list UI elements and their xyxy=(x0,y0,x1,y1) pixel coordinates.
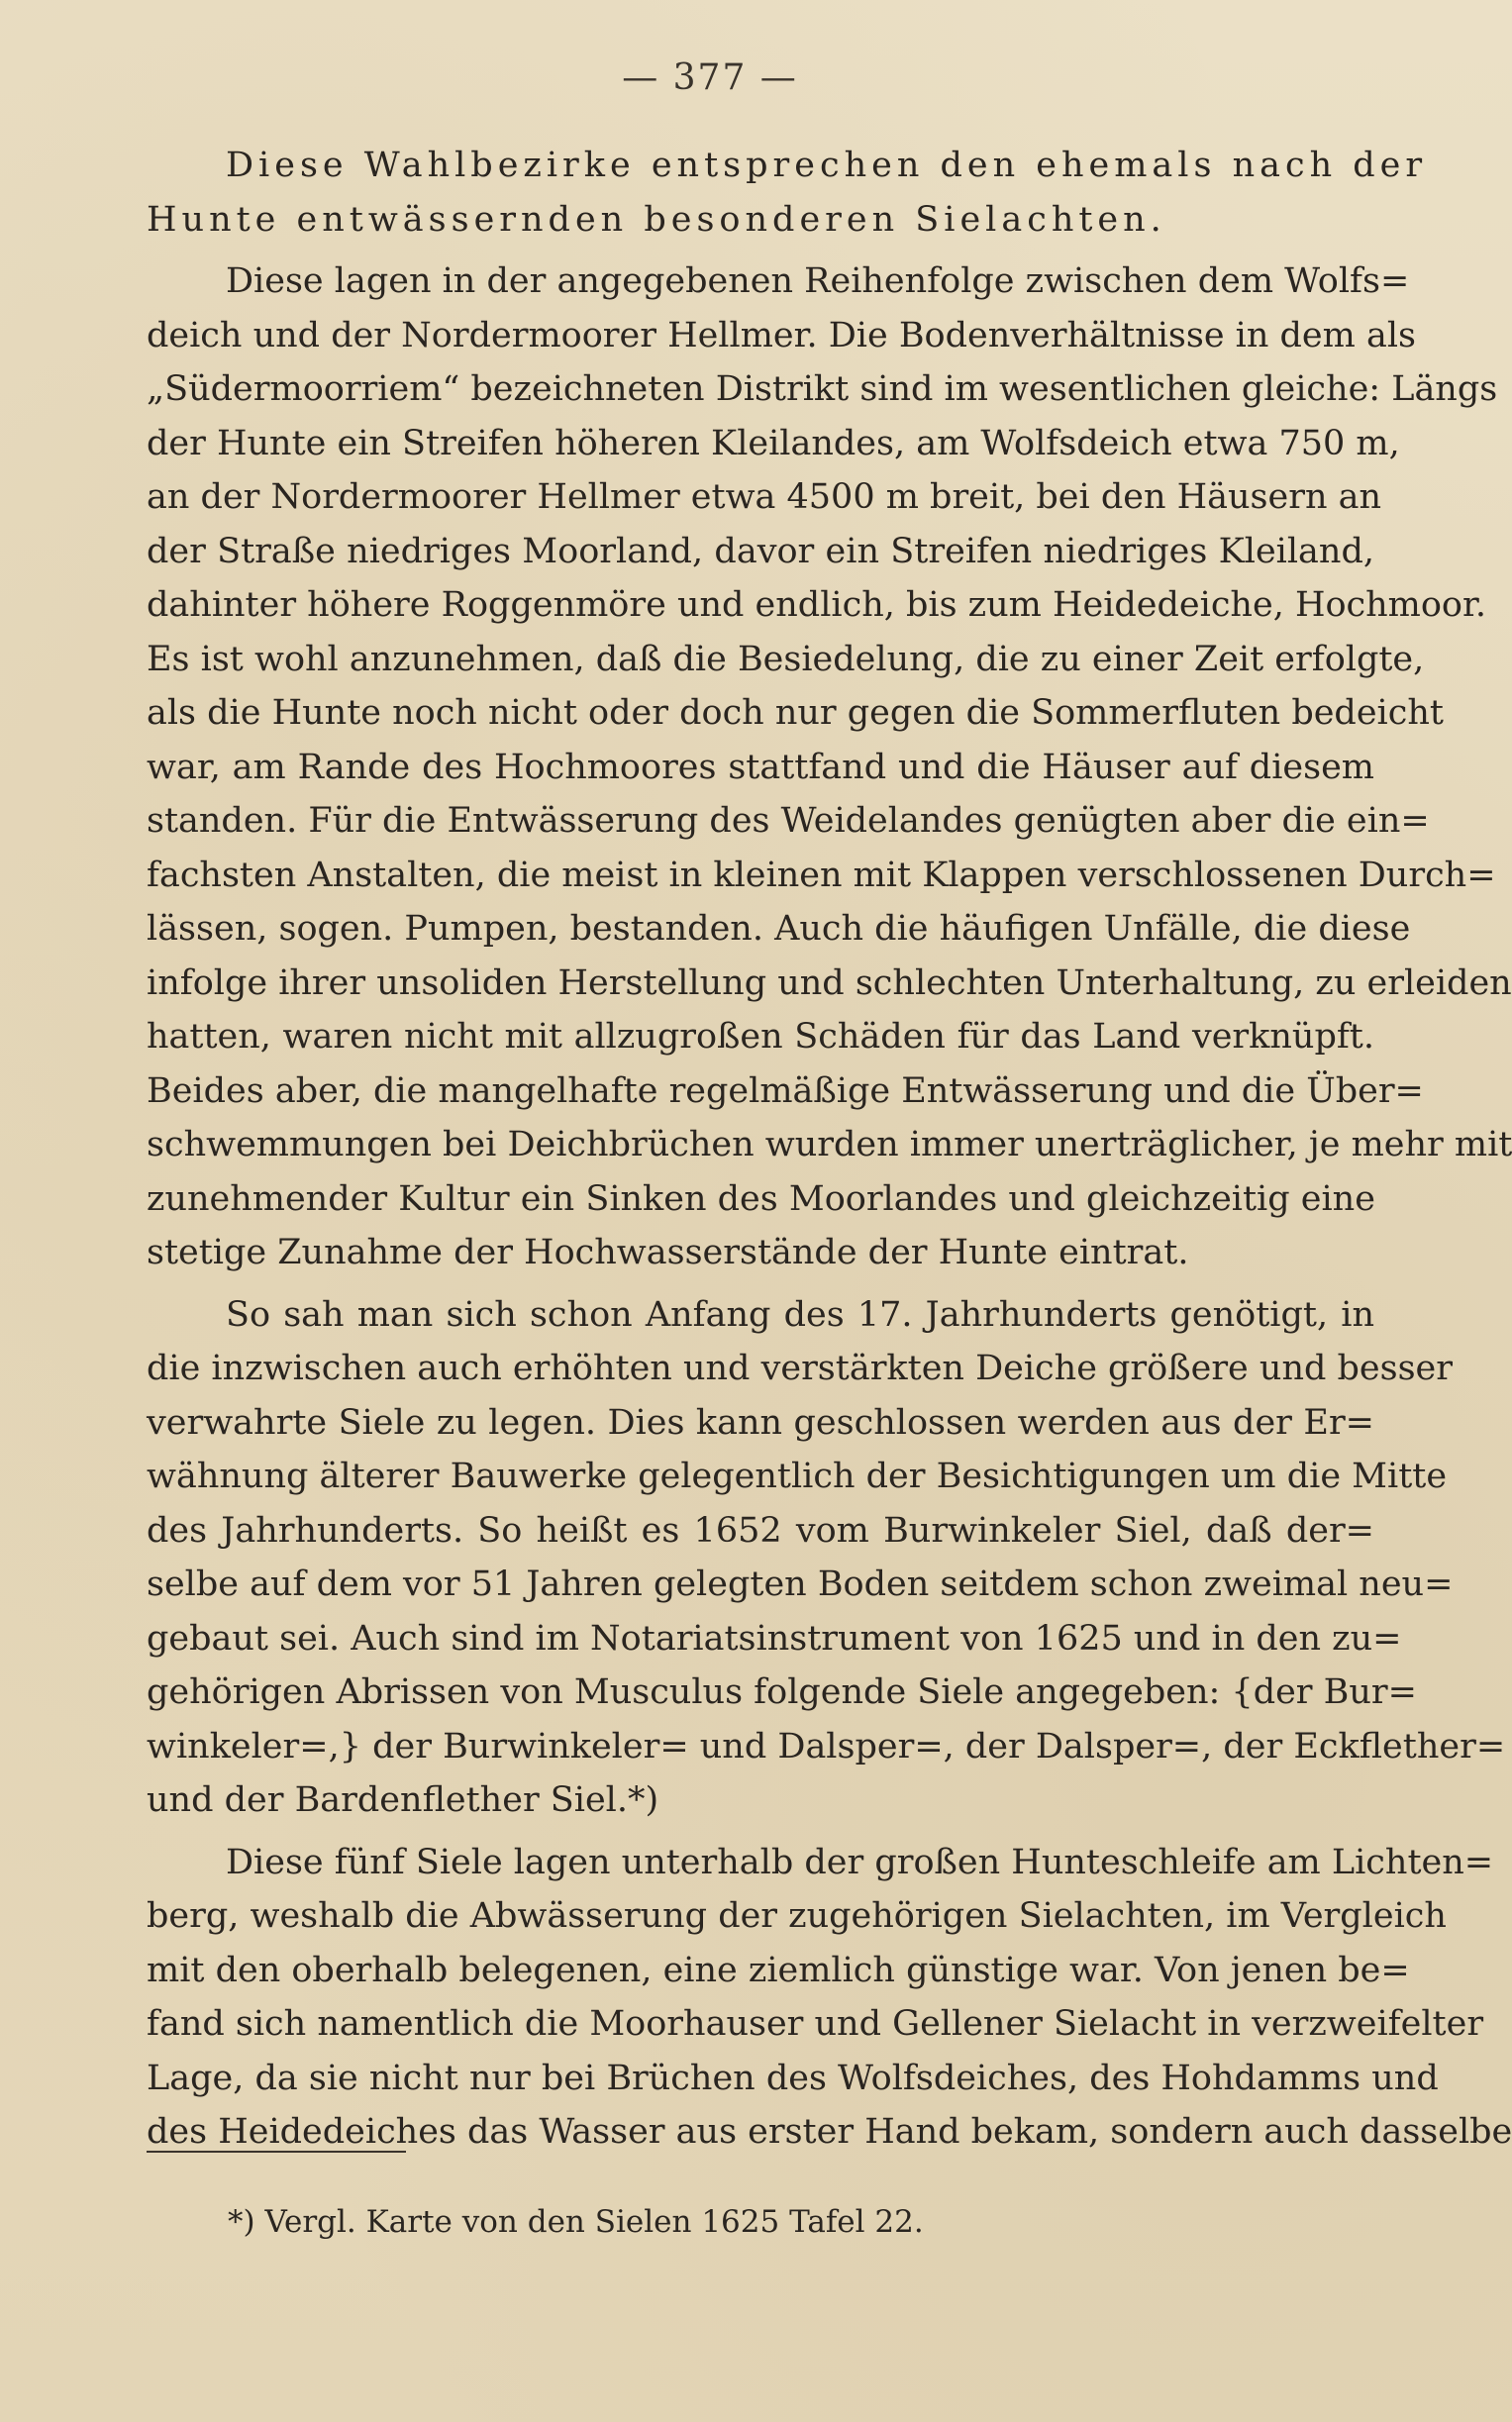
text-line: gehörigen Abrissen von Musculus folgende Siele angegeben: {der Bur= xyxy=(147,1672,1417,1712)
text-line: selbe auf dem vor 51 Jahren gelegten Boden seitdem schon zweimal neu= xyxy=(147,1564,1454,1604)
text-line: Es ist wohl anzunehmen, daß die Besiedelung, die zu einer Zeit erfolgte, xyxy=(147,639,1425,679)
text-line: Hunte entwässernden besonderen Sielachten. xyxy=(147,199,1166,240)
paragraph-gap xyxy=(147,247,1374,254)
text-line: als die Hunte noch nicht oder doch nur gegen die Sommerfluten bedeicht xyxy=(147,693,1444,733)
text-line: war, am Rande des Hochmoores stattfand und die Häuser auf diesem xyxy=(147,747,1374,787)
text-line: schwemmungen bei Deichbrüchen wurden immer unerträglicher, je mehr mit xyxy=(147,1125,1512,1164)
text-line: Diese Wahlbezirke entsprechen den ehemals nach der xyxy=(226,146,1428,185)
text-line: des Heidedeiches das Wasser aus erster Hand bekam, sondern auch dasselbe xyxy=(147,2112,1512,2152)
text-line: So sah man sich schon Anfang des 17. Jahrhunderts genötigt, in xyxy=(226,1294,1374,1335)
text-line: deich und der Nordermoorer Hellmer. Die Bodenverhältnisse in dem als xyxy=(147,315,1416,355)
text-line: standen. Für die Entwässerung des Weidelandes genügten aber die ein= xyxy=(147,801,1430,841)
text-line: verwahrte Siele zu legen. Dies kann geschlossen werden aus der Er= xyxy=(147,1402,1374,1443)
text-line: infolge ihrer unsoliden Herstellung und schlechten Unterhaltung, zu erleiden xyxy=(147,962,1512,1003)
text-line: und der Bardenflether Siel.*) xyxy=(147,1780,659,1820)
text-line: Beides aber, die mangelhafte regelmäßige Entwässerung und die Über= xyxy=(147,1070,1424,1111)
text-line: Diese lagen in der angegebenen Reihenfolge zwischen dem Wolfs= xyxy=(226,261,1410,301)
paragraph-gap xyxy=(147,1828,1374,1836)
text-line: hatten, waren nicht mit allzugroßen Schäden für das Land verknüpft. xyxy=(147,1017,1374,1057)
text-line: stetige Zunahme der Hochwasserstände der Hunte eintrat. xyxy=(147,1233,1189,1272)
text-line: Diese fünf Siele lagen unterhalb der großen Hunteschleife am Lichten= xyxy=(226,1842,1494,1882)
text-line: lässen, sogen. Pumpen, bestanden. Auch die häufigen Unfälle, die diese xyxy=(147,909,1411,949)
text-line: zunehmender Kultur ein Sinken des Moorlandes und gleichzeitig eine xyxy=(147,1178,1375,1219)
text-line: fand sich namentlich die Moorhauser und Gellener Sielacht in verzweifelter xyxy=(147,2004,1484,2044)
text-line: des Jahrhunderts. So heißt es 1652 vom Burwinkeler Siel, daß der= xyxy=(147,1510,1374,1551)
body-text xyxy=(147,139,1512,2160)
text-line: der Straße niedriges Moorland, davor ein Streifen niedriges Kleiland, xyxy=(147,531,1374,571)
footnote-divider xyxy=(147,2151,406,2153)
footnote: *) Vergl. Karte von den Sielen 1625 Tafel 22. xyxy=(228,2204,924,2240)
text-line: an der Nordermoorer Hellmer etwa 4500 m breit, bei den Häusern an xyxy=(147,477,1382,517)
paragraph-gap xyxy=(147,1280,1374,1288)
text-line: berg, weshalb die Abwässerung der zugehörigen Sielachten, im Vergleich xyxy=(147,1896,1447,1936)
text-line: „Südermoorriem“ bezeichneten Distrikt sind im wesentlichen gleiche: Längs xyxy=(147,369,1498,409)
text-line: dahinter höhere Roggenmöre und endlich, bis zum Heidedeiche, Hochmoor. xyxy=(147,585,1487,625)
text-line: gebaut sei. Auch sind im Notariatsinstrument von 1625 und in den zu= xyxy=(147,1618,1402,1659)
text-line: Lage, da sie nicht nur bei Brüchen des Wolfsdeiches, des Hohdamms und xyxy=(147,2058,1439,2098)
page-number: — 377 — xyxy=(622,57,798,98)
text-line: winkeler=,} der Burwinkeler= und Dalsper=, der Dalsper=, der Eckflether= xyxy=(147,1726,1506,1766)
text-line: die inzwischen auch erhöhten und verstärkten Deiche größere und besser xyxy=(147,1349,1453,1388)
text-line: fachsten Anstalten, die meist in kleinen mit Klappen verschlossenen Durch= xyxy=(147,855,1496,895)
text-line: der Hunte ein Streifen höheren Kleilandes, am Wolfsdeich etwa 750 m, xyxy=(147,423,1400,463)
text-line: mit den oberhalb belegenen, eine ziemlich günstige war. Von jenen be= xyxy=(147,1950,1410,1990)
text-line: wähnung älterer Bauwerke gelegentlich der Besichtigungen um die Mitte xyxy=(147,1457,1448,1496)
